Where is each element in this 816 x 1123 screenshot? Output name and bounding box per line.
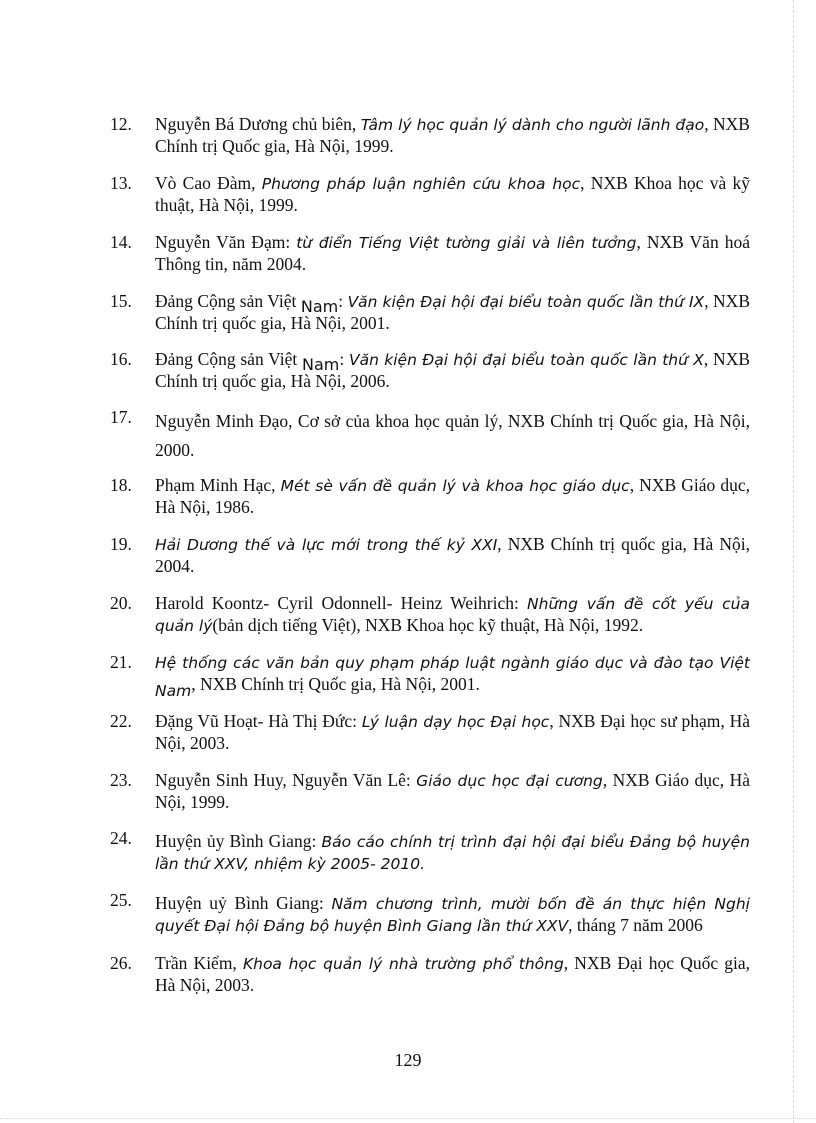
reference-author: Đảng Cộng sản Việt <box>155 291 301 311</box>
reference-item <box>110 291 750 334</box>
reference-author: Đặng Vũ Hoạt- Hà Thị Đức: <box>155 711 362 731</box>
reference-item <box>110 711 750 754</box>
reference-number: 12. <box>110 114 132 134</box>
reference-author: Phạm Minh Hạc, <box>155 475 281 495</box>
reference-item <box>110 173 750 216</box>
reference-author: Đảng Cộng sản Việt <box>155 349 302 369</box>
reference-title-suffix: Nam <box>155 682 192 700</box>
page-number: 129 <box>394 1050 422 1070</box>
reference-number: 26. <box>110 953 132 973</box>
reference-item <box>110 770 750 813</box>
reference-publisher: , NXB Chính trị quốc gia, Hà Nội, 2001. <box>155 291 750 333</box>
reference-author-suffix: Nam <box>302 355 340 374</box>
reference-number: 21. <box>110 652 132 672</box>
reference-title: Tâm lý học quản lý dành cho người lãnh đạo <box>360 116 705 134</box>
reference-title: Năm chương trình, mười bốn đề án thực hiện Nghị quyết Đại hội Đảng bộ huyện Bình Giang lần thứ XXV <box>155 895 750 935</box>
reference-publisher: , NXB Chính trị Quốc gia, Hà Nội, 1999. <box>155 114 750 156</box>
reference-item <box>110 953 750 996</box>
reference-publisher: , NXB Chính trị quốc gia, Hà Nội, 2006. <box>155 349 750 391</box>
reference-item <box>110 349 750 392</box>
reference-number: 19. <box>110 534 132 554</box>
reference-title: Văn kiện Đại hội đại biểu toàn quốc lần thứ IX <box>347 293 705 311</box>
reference-author-suffix: Nam <box>300 297 339 316</box>
reference-number: 23. <box>110 770 132 790</box>
reference-item <box>110 828 750 875</box>
reference-item <box>110 593 750 637</box>
reference-title: Những vấn đề cốt yếu của quản lý <box>155 595 750 635</box>
reference-item <box>110 475 750 518</box>
reference-author: Trần Kiểm, <box>155 953 243 973</box>
reference-title: Mét sè vấn đề quản lý và khoa học giáo dục <box>280 477 630 495</box>
reference-author: Nguyễn Bá Dương chủ biên, <box>155 114 361 134</box>
reference-author: Huyện ủy Bình Giang: <box>155 831 322 851</box>
reference-title: Hệ thống các văn bản quy phạm pháp luật ngành giáo dục và đào tạo Việt <box>155 654 750 672</box>
reference-number: 17. <box>110 407 132 427</box>
reference-number: 24. <box>110 828 132 848</box>
reference-publisher: , NXB Đại học Quốc gia, Hà Nội, 2003. <box>155 953 750 995</box>
reference-publisher: , NXB Chính trị Quốc gia, Hà Nội, 2001. <box>191 674 480 694</box>
reference-publisher: , NXB Giáo dục, Hà Nội, 1986. <box>155 475 750 517</box>
reference-publisher: , NXB Văn hoá Thông tin, năm 2004. <box>155 232 750 274</box>
reference-title: Hải Dương thế và lực mới trong thế kỷ XXI <box>155 536 498 554</box>
reference-item <box>110 890 750 937</box>
page-edge-bottom <box>0 1118 816 1119</box>
reference-title: Phương pháp luận nghiên cứu khoa học <box>261 175 581 193</box>
reference-author: Huyện uỷ Bình Giang: <box>155 893 332 913</box>
reference-publisher: , NXB Chính trị quốc gia, Hà Nội, 2004. <box>155 534 750 576</box>
reference-number: 22. <box>110 711 132 731</box>
reference-number: 18. <box>110 475 132 495</box>
reference-publisher: , NXB Giáo dục, Hà Nội, 1999. <box>155 770 750 812</box>
reference-title: Văn kiện Đại hội đại biểu toàn quốc lần thứ X <box>349 351 704 369</box>
reference-separator: : <box>338 291 348 311</box>
reference-title: Giáo dục học đại cương <box>416 772 603 790</box>
reference-title: Báo cáo chính trị trình đại hội đại biểu Đảng bộ huyện lần thứ XXV, nhiệm kỳ 2005- 2010. <box>155 833 751 873</box>
reference-title: từ điển Tiếng Việt tường giải và liên tưởng <box>296 234 637 252</box>
reference-publisher: , tháng 7 năm 2006 <box>568 915 703 935</box>
reference-number: 16. <box>110 349 132 369</box>
reference-author: Nguyễn Sinh Huy, Nguyễn Văn Lê: <box>155 770 417 790</box>
reference-number: 14. <box>110 232 132 252</box>
reference-number: 15. <box>110 291 132 311</box>
reference-number: 13. <box>110 173 132 193</box>
reference-author: Nguyễn Văn Đạm: <box>155 232 297 252</box>
page-edge-right <box>793 0 797 1123</box>
reference-item <box>110 232 750 275</box>
reference-author: Harold Koontz- Cyril Odonnell- Heinz Weihrich: <box>155 593 528 613</box>
reference-item <box>110 652 750 700</box>
reference-text: Nguyễn Minh Đạo, Cơ sở của khoa học quản lý, NXB Chính trị Quốc gia, Hà Nội, 2000. <box>155 411 750 460</box>
reference-item <box>110 114 750 157</box>
reference-item <box>110 534 750 577</box>
reference-item <box>110 407 750 465</box>
reference-title: Khoa học quản lý nhà trường phổ thông <box>242 955 564 973</box>
reference-publisher: , NXB Đại học sư phạm, Hà Nội, 2003. <box>155 711 750 753</box>
reference-number: 25. <box>110 890 132 910</box>
reference-separator: : <box>339 349 349 369</box>
reference-publisher: , NXB Khoa học và kỹ thuật, Hà Nội, 1999. <box>155 173 750 215</box>
reference-number: 20. <box>110 593 132 613</box>
reference-author: Vò Cao Đàm, <box>155 173 262 193</box>
reference-title: Lý luận dạy học Đại học <box>361 713 550 731</box>
reference-publisher: (bản dịch tiếng Việt), NXB Khoa học kỹ thuật, Hà Nội, 1992. <box>212 615 644 635</box>
